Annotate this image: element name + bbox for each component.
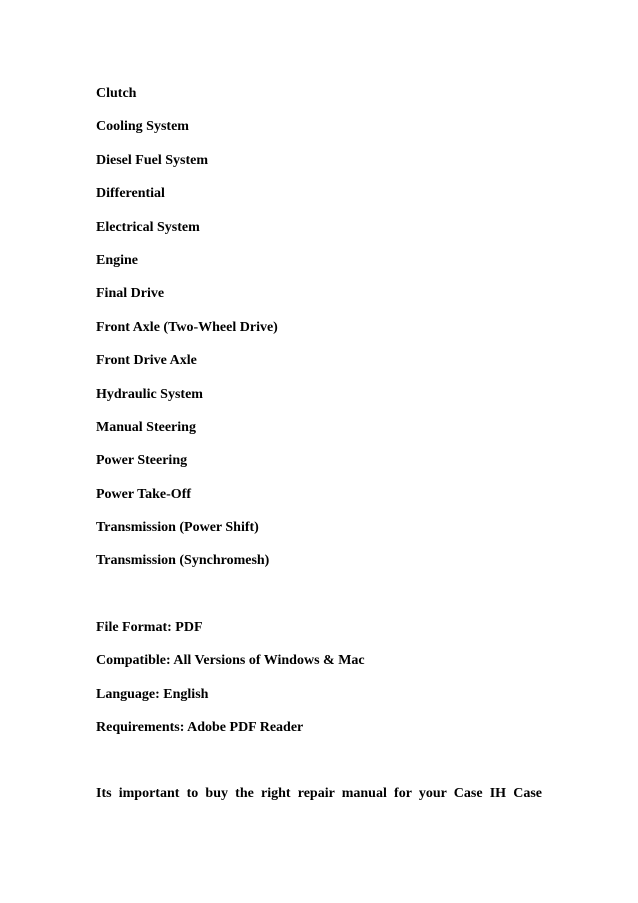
list-item: Cooling System — [96, 119, 189, 135]
list-item: Front Drive Axle — [96, 353, 197, 369]
list-item: Differential — [96, 186, 165, 202]
section-spacer — [96, 753, 542, 786]
list-item: Final Drive — [96, 286, 165, 302]
list-item: Engine — [96, 252, 139, 268]
compatibility-text: Compatible: All Versions of Windows & Mac — [96, 653, 365, 669]
list-item: Manual Steering — [96, 419, 196, 435]
file-format-text: File Format: PDF — [96, 619, 203, 635]
list-item: Front Axle (Two-Wheel Drive) — [96, 319, 278, 335]
list-item: Hydraulic System — [96, 386, 203, 402]
language-text: Language: English — [96, 686, 209, 702]
list-item: Power Steering — [96, 453, 188, 469]
list-item: Transmission (Power Shift) — [96, 520, 259, 536]
list-item: Diesel Fuel System — [96, 152, 208, 168]
component-list — [96, 86, 542, 569]
requirements-text: Requirements: Adobe PDF Reader — [96, 720, 304, 736]
list-item: Transmission (Synchromesh) — [96, 553, 270, 569]
list-item: Electrical System — [96, 219, 200, 235]
spec-list — [96, 620, 542, 736]
list-item: Clutch — [96, 86, 137, 101]
closing-paragraph: Its important to buy the right repair manual for your Case IH Case — [96, 786, 542, 802]
page-content — [96, 86, 542, 802]
list-item: Power Take-Off — [96, 486, 192, 502]
section-spacer — [96, 587, 542, 620]
